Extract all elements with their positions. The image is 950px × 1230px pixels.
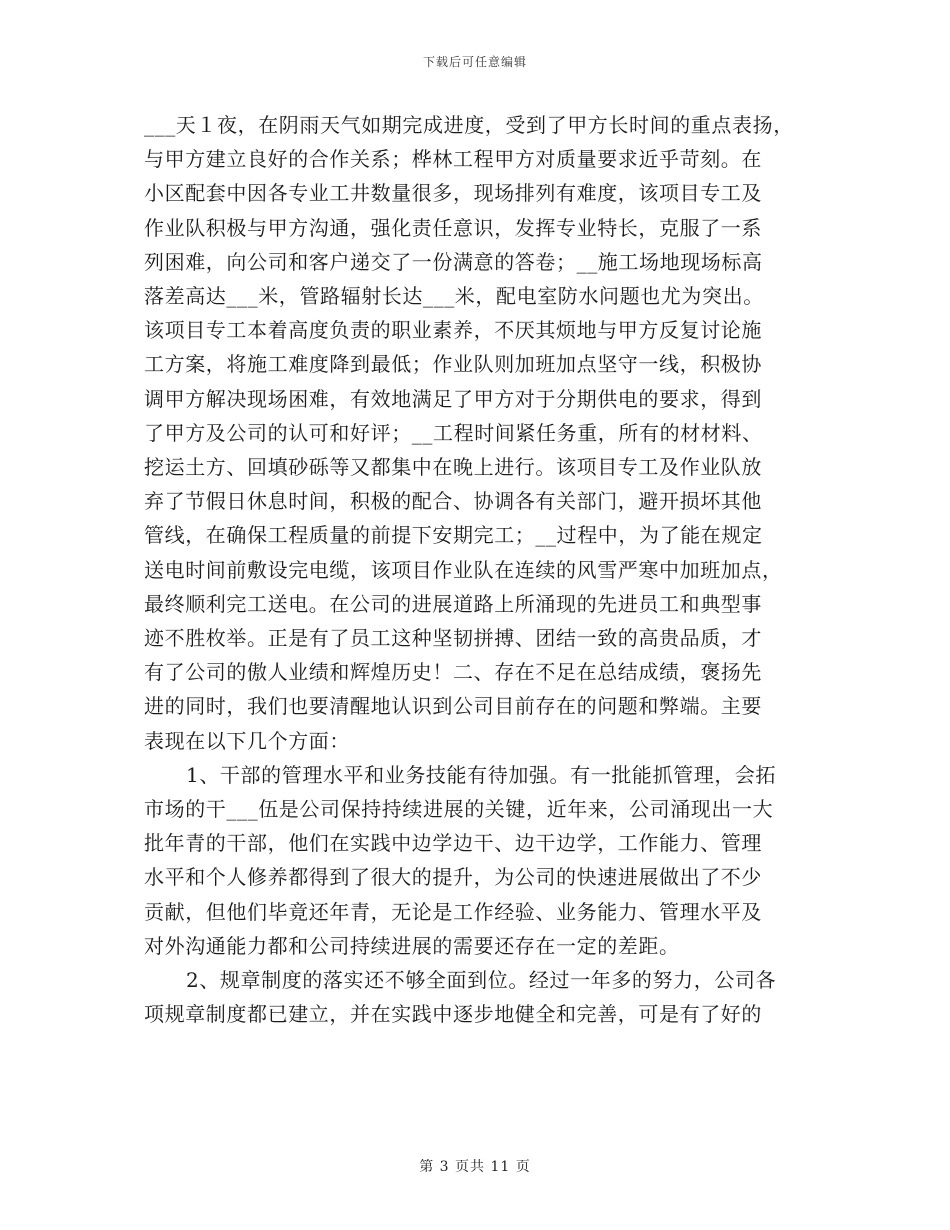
text-line: 作业队积极与甲方沟通，强化责任意识，发挥专业特长，克服了一系: [144, 215, 762, 240]
paragraph-3: [144, 963, 812, 1031]
text-line: 市场的干___伍是公司保持持续进展的关键，近年来，公司涌现出一大: [144, 797, 774, 822]
text-line: 落差高达___米，管路辐射长达___米，配电室防水问题也尤为突出。: [144, 284, 764, 309]
text-line: 表现在以下几个方面：: [144, 728, 350, 753]
text-line: 该项目专工本着高度负责的职业素养，不厌其烦地与甲方反复讨论施: [144, 318, 762, 343]
text-line: ___天１夜，在阴雨天气如期完成进度，受到了甲方长时间的重点表扬，: [144, 113, 794, 137]
text-line: 送电时间前敷设完电缆，该项目作业队在连续的风雪严寒中加班加点，: [144, 557, 783, 582]
text-line: 项规章制度都已建立，并在实践中逐步地健全和完善，可是有了好的: [144, 1002, 762, 1027]
text-line: 批年青的干部，他们在实践中边学边干、边干边学，工作能力、管理: [144, 831, 762, 856]
text-line: 最终顺利完工送电。在公司的进展道路上所涌现的先进员工和典型事: [144, 591, 762, 616]
document-body: [144, 108, 812, 1031]
text-line: 与甲方建立良好的合作关系；桦林工程甲方对质量要求近乎苛刻。在: [144, 147, 762, 172]
text-line: 有了公司的傲人业绩和辉煌历史！二、存在不足在总结成绩，褒扬先: [144, 660, 762, 685]
text-line: 列困难，向公司和客户递交了一份满意的答卷；__施工场地现场标高: [144, 249, 763, 274]
paragraph-2: [144, 758, 812, 963]
page-footer: 第 3 页共 11 页: [419, 1159, 531, 1175]
page-header: 下载后可任意编辑: [422, 55, 527, 69]
text-line: 小区配套中因各专业工井数量很多，现场排列有难度，该项目专工及: [144, 181, 762, 206]
text-line: 水平和个人修养都得到了很大的提升，为公司的快速进展做出了不少: [144, 865, 762, 890]
paragraph-1: [144, 108, 812, 758]
text-line: 了甲方及公司的认可和好评；__工程时间紧任务重，所有的材材料、: [144, 420, 763, 445]
text-line: 贡献，但他们毕竟还年青，无论是工作经验、业务能力、管理水平及: [144, 899, 762, 924]
text-line: 管线，在确保工程质量的前提下安期完工；__过程中，为了能在规定: [144, 523, 763, 548]
text-line: 工方案，将施工难度降到最低；作业队则加班加点坚守一线，积极协: [144, 352, 762, 377]
text-line: 对外沟通能力都和公司持续进展的需要还存在一定的差距。: [144, 933, 680, 958]
text-line: 挖运土方、回填砂砾等又都集中在晚上进行。该项目专工及作业队放: [144, 455, 762, 480]
text-line: 调甲方解决现场困难，有效地满足了甲方对于分期供电的要求，得到: [144, 386, 762, 411]
text-line: 2、规章制度的落实还不够全面到位。经过一年多的努力，公司各: [186, 968, 777, 993]
text-line: 1、干部的管理水平和业务技能有待加强。有一批能抓管理，会拓: [186, 762, 777, 787]
text-line: 迹不胜枚举。正是有了员工这种坚韧拼搏、团结一致的高贵品质，才: [144, 626, 762, 651]
text-line: 进的同时，我们也要清醒地认识到公司目前存在的问题和弊端。主要: [144, 694, 762, 719]
text-line: 弃了节假日休息时间，积极的配合、协调各有关部门，避开损坏其他: [144, 489, 762, 514]
